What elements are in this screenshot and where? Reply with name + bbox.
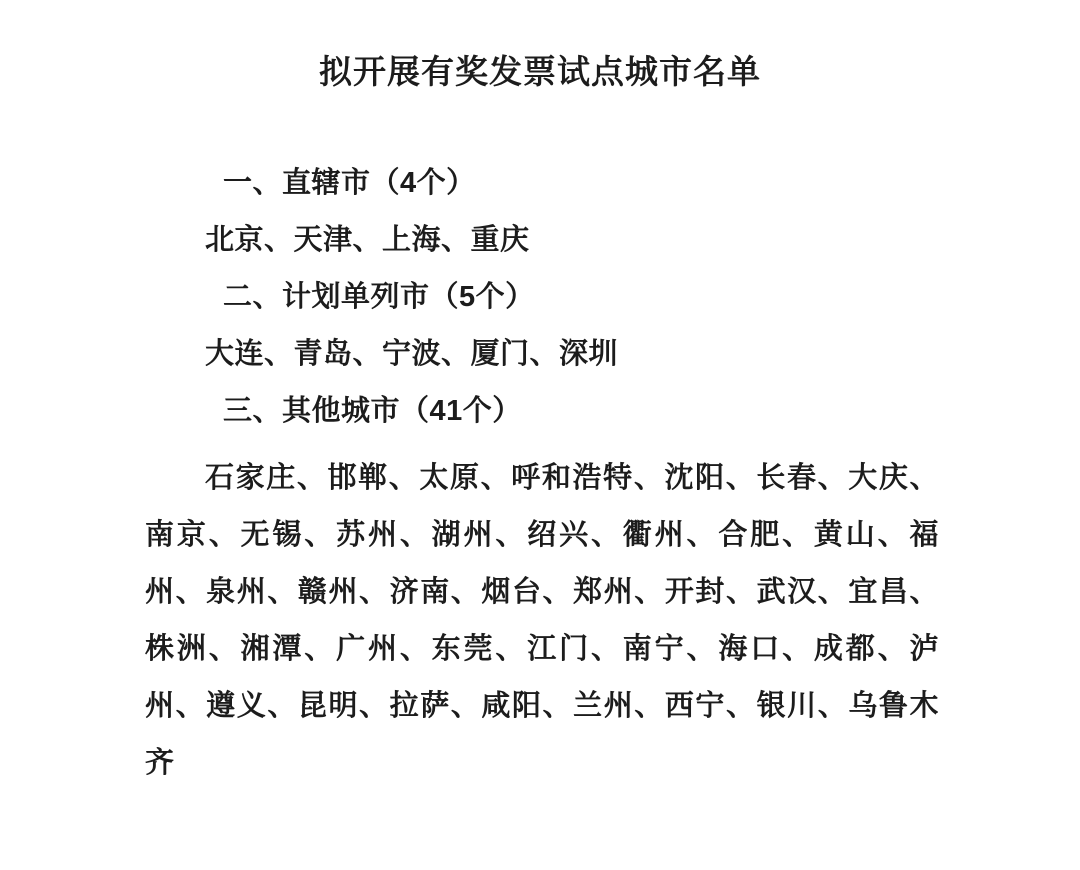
section-heading-other-cities: 三、其他城市（41个） xyxy=(223,395,522,427)
section-heading-municipalities: 一、直辖市（4个） xyxy=(223,167,476,199)
city-list-other-cities: 石家庄、邯郸、太原、呼和浩特、沈阳、长春、大庆、南京、无锡、苏州、湖州、绍兴、衢州、合肥、黄山、福州、泉州、赣州、济南、烟台、郑州、开封、武汉、宜昌、株洲、湘潭、广州、东莞、江门、南宁、海口、成都、泸州、遵义、昆明、拉萨、咸阳、兰州、西宁、银川、乌鲁木齐 xyxy=(145,462,939,779)
section-heading-planned-cities: 二、计划单列市（5个） xyxy=(223,281,535,313)
document-body xyxy=(145,155,939,792)
document-title: 拟开展有奖发票试点城市名单 xyxy=(319,53,761,90)
city-list-municipalities: 北京、天津、上海、重庆 xyxy=(205,224,530,256)
city-list-planned-cities: 大连、青岛、宁波、厦门、深圳 xyxy=(205,338,619,370)
